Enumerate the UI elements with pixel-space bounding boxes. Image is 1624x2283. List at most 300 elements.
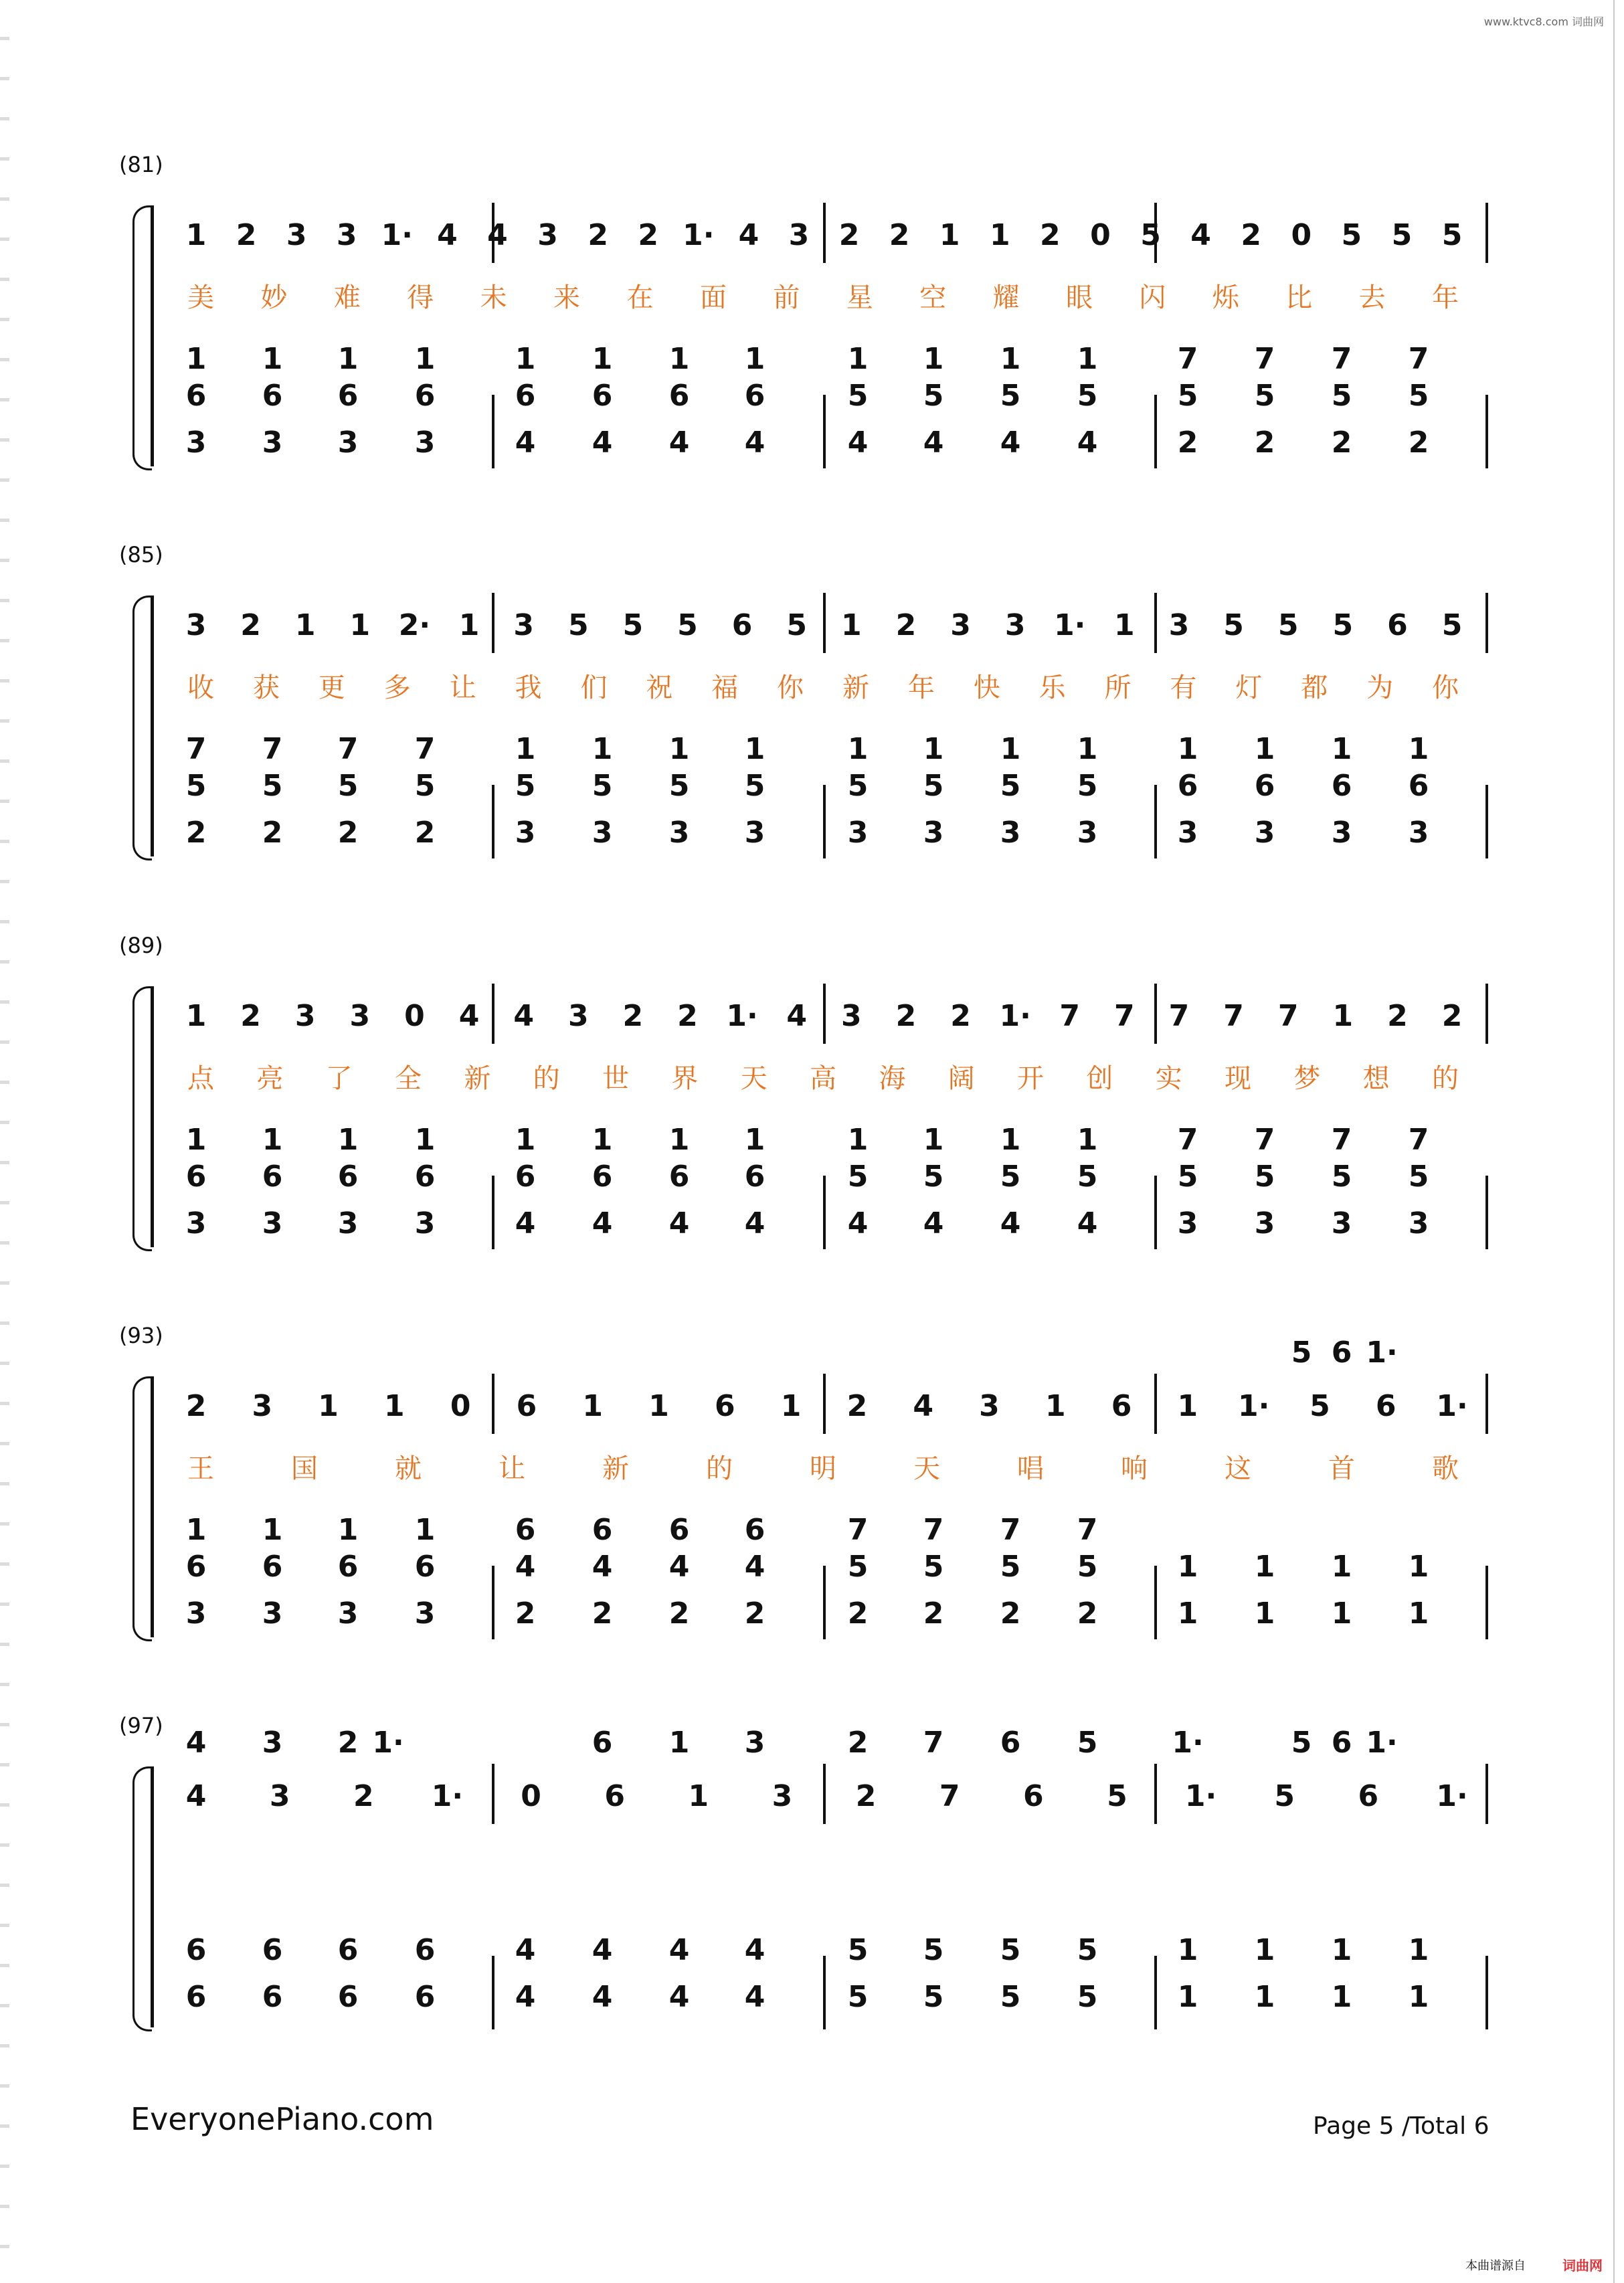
bass-note: 5 [262,769,283,803]
bass-note: 6 [185,1550,207,1584]
bass-note: 6 [668,1513,690,1547]
melody-note: 2 [1387,999,1408,1033]
bass-note: 7 [1331,1123,1352,1157]
bass-note: 4 [1000,426,1021,460]
melody-note: 3 [788,218,810,252]
bass-note: 1 [847,1123,869,1157]
bass-note: 1 [262,1123,283,1157]
bass-note: 7 [847,1513,869,1547]
melody-upper-note: 4 [185,1726,207,1760]
melody-note: 5 [677,608,698,642]
bass-note: 5 [1000,1160,1021,1194]
bass-note: 2 [414,816,436,850]
melody-upper-note: 1 [668,1726,690,1760]
barline [1154,1764,1157,1824]
barline [492,1176,494,1249]
melody-upper-note: 5 [1291,1336,1312,1370]
lyric-char: 我 [515,672,542,703]
bass-note: 3 [1177,816,1198,850]
melody-note: 3 [294,999,316,1033]
melody-upper-note: 6 [1331,1336,1352,1370]
bass-note: 1 [1000,1123,1021,1157]
bass-note: 4 [847,1206,869,1241]
melody-note: 7 [1114,999,1135,1033]
lyric-char: 所 [1104,672,1132,703]
bass-note: 6 [515,379,536,413]
melody-note: 5 [1274,1779,1295,1813]
bass-note: 7 [262,732,283,766]
melody-note: 1 [185,999,207,1033]
melody-note: 6 [1111,1389,1132,1423]
system-brace [132,1766,152,2031]
bass-note: 4 [515,1550,536,1584]
melody-note: 1 [185,218,207,252]
bass-note: 3 [414,1596,436,1631]
melody-note: 2 [855,1779,877,1813]
bass-note: 1 [337,1123,359,1157]
bass-note: 6 [744,379,765,413]
bass-note: 1 [744,342,765,376]
bass-note: 3 [1077,816,1098,850]
bass-note: 5 [1408,379,1429,413]
lyric-char: 更 [318,672,345,703]
bass-note: 1 [1177,1980,1198,2014]
bass-note: 1 [1254,1933,1275,1967]
bass-note: 2 [923,1596,944,1631]
lyric-char: 你 [777,672,804,703]
lyric-char: 耀 [992,282,1020,313]
melody-note: 2 [846,1389,868,1423]
melody-note: 6 [731,608,753,642]
lyric-char: 响 [1121,1453,1148,1484]
melody-note: 3 [269,1779,290,1813]
melody-note: 2 [895,999,917,1033]
bass-note: 1 [1331,732,1352,766]
bass-note: 1 [414,1513,436,1547]
bass-note: 1 [923,342,944,376]
lyric-char: 亮 [256,1063,284,1094]
bass-note: 2 [847,1596,869,1631]
lyric-char: 获 [252,672,280,703]
melody-note: 2 [950,999,971,1033]
bass-note: 4 [515,1206,536,1241]
lyric-char: 难 [333,282,361,313]
melody-note: 2 [1241,218,1261,252]
system-number: (93) [119,1323,163,1348]
bass-note: 1 [668,1123,690,1157]
melody-note: 7 [1168,999,1190,1033]
bass-note: 1 [185,1123,207,1157]
lyric-char: 来 [553,282,581,313]
bass-note: 6 [262,379,283,413]
melody-note: 1 [294,608,316,642]
bass-note: 2 [1408,426,1429,460]
bass-note: 2 [1077,1596,1098,1631]
melody-note: 5 [1107,1779,1127,1813]
bass-note: 2 [744,1596,765,1631]
bass-note: 3 [185,426,207,460]
lyric-char: 快 [973,672,1000,703]
melody-note: 5 [1391,218,1413,252]
melody-note: 1 [939,218,960,252]
bass-note: 6 [262,1550,283,1584]
barline [1485,785,1488,858]
bass-note: 6 [744,1513,765,1547]
melody-note: 2 [622,999,644,1033]
melody-upper-note: 2 [847,1726,869,1760]
lyric-char: 界 [671,1063,699,1094]
melody-note: 7 [1059,999,1081,1033]
bass-note: 5 [1077,769,1098,803]
barline [823,1956,826,2029]
bass-note: 3 [1000,816,1021,850]
melody-note: 2 [240,999,261,1033]
bass-note: 5 [1177,1160,1198,1194]
bass-note: 7 [414,732,436,766]
bass-note: 1 [668,342,690,376]
bass-note: 1 [923,1123,944,1157]
system-line [151,1766,154,2027]
melody-note: 5 [1441,218,1463,252]
bass-note: 6 [1177,769,1198,803]
bass-note: 6 [515,1513,536,1547]
bass-note: 6 [262,1933,283,1967]
lyric-char: 眼 [1065,282,1093,313]
melody-note: 5 [786,608,807,642]
melody-note: 5 [1140,218,1161,252]
bass-note: 5 [1000,1933,1021,1967]
lyric-char: 未 [480,282,507,313]
lyric-char: 空 [919,282,947,313]
bass-note: 5 [414,769,436,803]
melody-note: 3 [1168,608,1190,642]
bass-note: 4 [1077,426,1098,460]
melody-note: 5 [622,608,644,642]
bass-note: 1 [744,732,765,766]
bass-note: 6 [592,379,613,413]
lyric-char: 让 [449,672,476,703]
bass-note: 3 [1254,816,1275,850]
bass-note: 3 [515,816,536,850]
lyric-char: 点 [187,1063,214,1094]
melody-note: 3 [950,608,971,642]
bass-note: 6 [185,1933,207,1967]
melody-note: 2 [838,218,860,252]
lyric-char: 国 [291,1453,318,1484]
barline [492,1566,494,1639]
lyric-char: 乐 [1039,672,1066,703]
bass-note: 6 [185,1160,207,1194]
lyric-char: 有 [1170,672,1197,703]
barline [1154,593,1157,653]
melody-note: 5 [1341,218,1362,252]
bass-note: 5 [1408,1160,1429,1194]
bass-note: 4 [744,1980,765,2014]
bass-note: 5 [847,1980,869,2014]
bass-note: 4 [744,1933,765,1967]
bass-note: 1 [1408,1933,1429,1967]
bass-note: 1 [1254,1550,1275,1584]
barline [823,203,826,263]
lyric-char: 星 [846,282,873,313]
lyric-char: 创 [1086,1063,1113,1094]
bass-note: 3 [1254,1206,1275,1241]
melody-note: 2 [889,218,910,252]
melody-upper-note: 5 [1291,1726,1312,1760]
melody-note: 2 [240,608,261,642]
bass-note: 4 [515,1933,536,1967]
lyric-char: 得 [407,282,434,313]
bass-note: 5 [668,769,690,803]
bass-note: 1 [1077,342,1098,376]
melody-note: 3 [1004,608,1026,642]
lyric-char: 歌 [1432,1453,1459,1484]
page-number: Page 5 /Total 6 [1313,2112,1490,2140]
lyric-char: 实 [1155,1063,1182,1094]
melody-note: 7 [939,1779,960,1813]
system-brace [132,1376,152,1641]
bass-note: 6 [592,1513,613,1547]
bass-note: 6 [337,1160,359,1194]
bass-note: 5 [1000,769,1021,803]
lyric-char: 了 [325,1063,353,1094]
melody-note: 1 [318,1389,339,1423]
melody-note: 2 [1441,999,1463,1033]
bass-note: 5 [1254,1160,1275,1194]
bass-note: 5 [847,769,869,803]
bass-note: 1 [1331,1933,1352,1967]
melody-note: 1 [384,1389,405,1423]
bass-note: 5 [744,769,765,803]
barline [1485,1566,1488,1639]
bass-note: 5 [923,1933,944,1967]
barline [492,785,494,858]
bass-note: 1 [262,342,283,376]
melody-note: 1 [1045,1389,1066,1423]
bass-note: 3 [1408,1206,1429,1241]
system-number: (89) [119,933,163,958]
melody-upper-note: 7 [923,1726,944,1760]
melody-note: 1 [349,608,371,642]
bass-note: 1 [1408,1980,1429,2014]
bass-note: 5 [1331,379,1352,413]
bass-note: 1 [744,1123,765,1157]
melody-note: 0 [1090,218,1111,252]
bass-note: 5 [1177,379,1198,413]
lyric-char: 灯 [1235,672,1263,703]
bass-note: 5 [1077,1160,1098,1194]
bass-note: 5 [847,1933,869,1967]
bass-note: 5 [185,769,207,803]
bass-note: 3 [337,426,359,460]
barline [1485,1956,1488,2029]
system-number: (97) [119,1713,163,1738]
barline [492,395,494,468]
melody-note: 1· [726,999,758,1033]
melody-note: 1 [989,218,1010,252]
bass-note: 1 [1254,1980,1275,2014]
lyric-char: 妙 [260,282,288,313]
melody-upper-note: 6 [1331,1726,1352,1760]
melody-note: 0 [404,999,425,1033]
lyric-char: 阔 [948,1063,975,1094]
lyric-char: 多 [383,672,411,703]
barline [823,593,826,653]
melody-note: 3 [567,999,589,1033]
barline [1485,1374,1488,1434]
bass-note: 1 [1177,1933,1198,1967]
bass-note: 6 [668,379,690,413]
bass-note: 2 [515,1596,536,1631]
melody-note: 3 [840,999,862,1033]
bass-note: 6 [337,1933,359,1967]
barline [1154,1176,1157,1249]
bass-note: 5 [847,1550,869,1584]
melody-note: 3 [537,218,558,252]
lyric-char: 年 [1432,282,1459,313]
barline [823,984,826,1044]
melody-note: 7 [1223,999,1244,1033]
bass-note: 1 [1000,342,1021,376]
barline [1154,1956,1157,2029]
lyric-char: 收 [187,672,214,703]
lyric-char: 新 [842,672,869,703]
bass-note: 4 [1077,1206,1098,1241]
melody-note: 1· [683,218,715,252]
bass-note: 5 [1077,1933,1098,1967]
barline [823,1764,826,1824]
melody-note: 1· [1436,1779,1468,1813]
melody-upper-note: 3 [744,1726,765,1760]
bass-note: 7 [1177,342,1198,376]
bass-note: 5 [1000,1550,1021,1584]
bass-note: 1 [923,732,944,766]
bass-note: 1 [337,1513,359,1547]
melody-note: 2 [353,1779,374,1813]
barline [1485,1764,1488,1824]
bass-note: 2 [262,816,283,850]
melody-note: 6 [1023,1779,1044,1813]
melody-note: 2· [398,608,431,642]
bass-note: 3 [744,816,765,850]
bass-note: 3 [414,426,436,460]
bass-note: 2 [1177,426,1198,460]
melody-note: 1 [458,608,480,642]
bass-note: 5 [592,769,613,803]
lyric-char: 唱 [1017,1453,1044,1484]
credit-text: 本曲谱源自 [1465,2259,1526,2273]
barline [823,395,826,468]
bass-note: 5 [1077,1550,1098,1584]
bass-note: 6 [414,1980,436,2014]
footer-site: EveryonePiano.com [130,2101,434,2137]
lyric-char: 世 [602,1063,629,1094]
melody-note: 3 [979,1389,1000,1423]
barline [1485,1176,1488,1249]
melody-note: 1 [840,608,862,642]
bass-note: 1 [592,342,613,376]
bass-note: 7 [1408,1123,1429,1157]
bass-note: 7 [1408,342,1429,376]
barline [823,1374,826,1434]
bass-note: 6 [1331,769,1352,803]
bass-note: 1 [185,342,207,376]
bass-note: 3 [262,1206,283,1241]
bass-note: 4 [923,426,944,460]
bass-note: 3 [1408,816,1429,850]
bass-note: 1 [1177,732,1198,766]
bass-note: 6 [668,1160,690,1194]
barline [823,1176,826,1249]
bass-note: 6 [1254,769,1275,803]
bass-note: 7 [337,732,359,766]
bass-note: 6 [185,1980,207,2014]
bass-note: 6 [337,1550,359,1584]
bass-note: 4 [668,1550,690,1584]
melody-note: 4 [487,218,508,252]
bass-note: 6 [592,1160,613,1194]
bass-note: 3 [1331,816,1352,850]
melody-upper-note: 1· [372,1726,404,1760]
melody-note: 1 [648,1389,669,1423]
system-brace [132,596,152,860]
melody-note: 4 [1190,218,1211,252]
barline [492,1956,494,2029]
barline [823,785,826,858]
bass-note: 7 [1177,1123,1198,1157]
melody-note: 3 [286,218,307,252]
melody-note: 6 [715,1389,735,1423]
site-watermark: www.ktvc8.com 词曲网 [1483,15,1604,28]
melody-note: 1· [999,999,1031,1033]
lyric-char: 明 [810,1453,836,1484]
melody-note: 1· [431,1779,464,1813]
lyric-char: 闪 [1139,282,1166,313]
barline [1485,984,1488,1044]
bass-note: 3 [185,1206,207,1241]
page-edge-strip [0,0,9,2283]
bass-note: 1 [262,1513,283,1547]
bass-note: 5 [923,1980,944,2014]
bass-note: 4 [668,1980,690,2014]
bass-note: 1 [414,1123,436,1157]
bass-note: 2 [668,1596,690,1631]
melody-note: 3 [513,608,534,642]
bass-note: 5 [1331,1160,1352,1194]
bass-note: 3 [1177,1206,1198,1241]
melody-note: 1· [1054,608,1086,642]
barline [492,1764,494,1824]
bass-note: 4 [592,426,613,460]
melody-note: 4 [786,999,807,1033]
page-right-border [1613,0,1615,2283]
melody-note: 2 [895,608,917,642]
bass-note: 6 [414,379,436,413]
bass-note: 5 [847,1160,869,1194]
barline [492,984,494,1044]
melody-note: 3 [772,1779,793,1813]
bass-note: 4 [668,1206,690,1241]
bass-note: 6 [744,1160,765,1194]
melody-note: 6 [1375,1389,1396,1423]
melody-note: 5 [1441,608,1463,642]
melody-upper-note: 2 [337,1726,359,1760]
barline [1154,984,1157,1044]
melody-note: 0 [521,1779,541,1813]
bass-note: 1 [185,1513,207,1547]
bass-note: 5 [1000,1980,1021,2014]
system-line [151,205,154,466]
